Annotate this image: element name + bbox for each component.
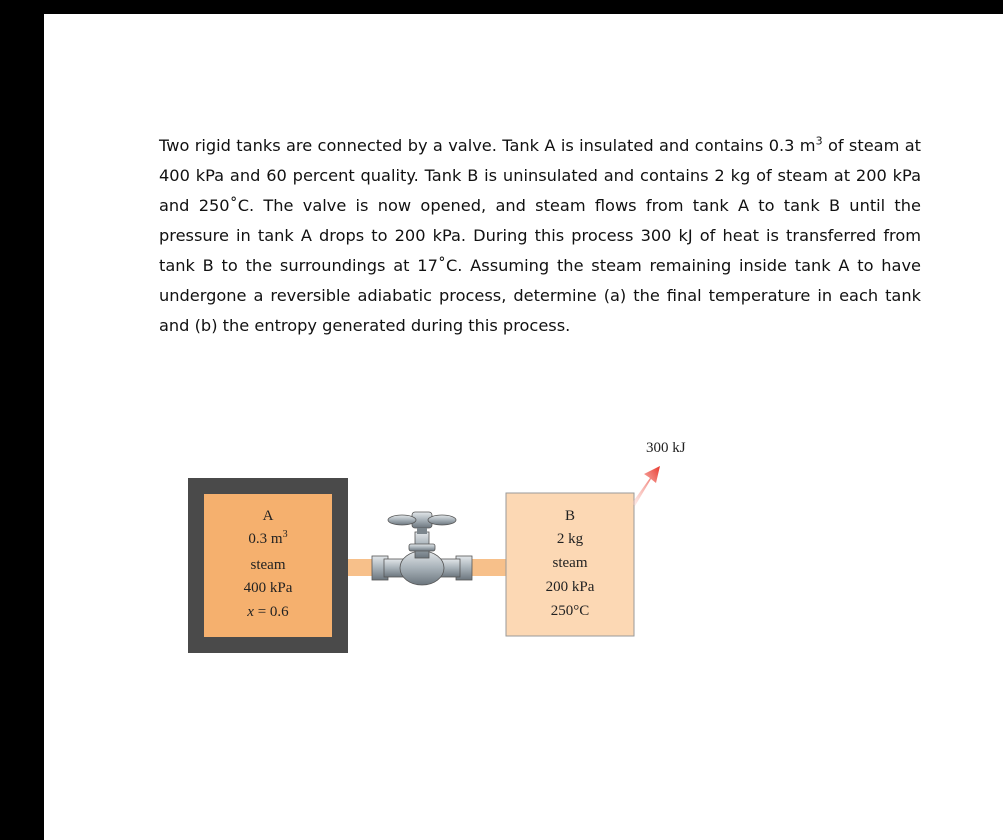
tank-b-mass: 2 kg xyxy=(556,531,584,547)
tank-a-volume-unit-sup: 3 xyxy=(282,529,288,540)
problem-text-superscript: 3 xyxy=(815,134,823,148)
heat-arrow-icon xyxy=(632,466,660,506)
figure-drawing xyxy=(184,428,704,668)
document-page xyxy=(44,14,1003,840)
heat-transfer-label: 300 kJ xyxy=(646,440,686,456)
tank-a-quality-value: = 0.6 xyxy=(253,604,289,620)
tank-b-temperature: 250°C xyxy=(550,603,590,619)
problem-text-part1: Two rigid tanks are connected by a valve. Tank A is insulated and contains 0.3 m xyxy=(159,136,816,155)
tank-b-substance: steam xyxy=(552,555,588,571)
tank-a-volume xyxy=(184,531,352,548)
tank-b-pressure: 200 kPa xyxy=(545,579,595,595)
tank-a-pressure: 400 kPa xyxy=(243,580,293,596)
tank-a-quality-variable: x xyxy=(247,604,254,620)
valve-icon xyxy=(372,512,472,585)
problem-statement xyxy=(159,131,921,341)
two-tank-figure xyxy=(184,428,704,668)
tank-a-volume-value: 0.3 m xyxy=(248,531,283,547)
tank-b-name: B xyxy=(564,508,575,524)
tank-a-name: A xyxy=(262,508,274,524)
problem-text-part2: of steam at 400 kPa and 60 percent quality. Tank B is uninsulated and contains 2 kg of steam at 200 kPa and 250˚C. The valve is now opened, and steam flows from tank A to tank B until the pressure in tank A drops to 200 kPa. During this process 300 kJ of heat is transferred from tank B to the surroundings at 17˚C. Assuming the steam remaining inside tank A to have undergone a reversible adiabatic process, determine (a) the final temperature in each tank and (b) the entropy generated during this process. xyxy=(159,136,921,335)
tank-a-quality xyxy=(184,604,352,621)
tank-a-substance: steam xyxy=(250,557,286,573)
